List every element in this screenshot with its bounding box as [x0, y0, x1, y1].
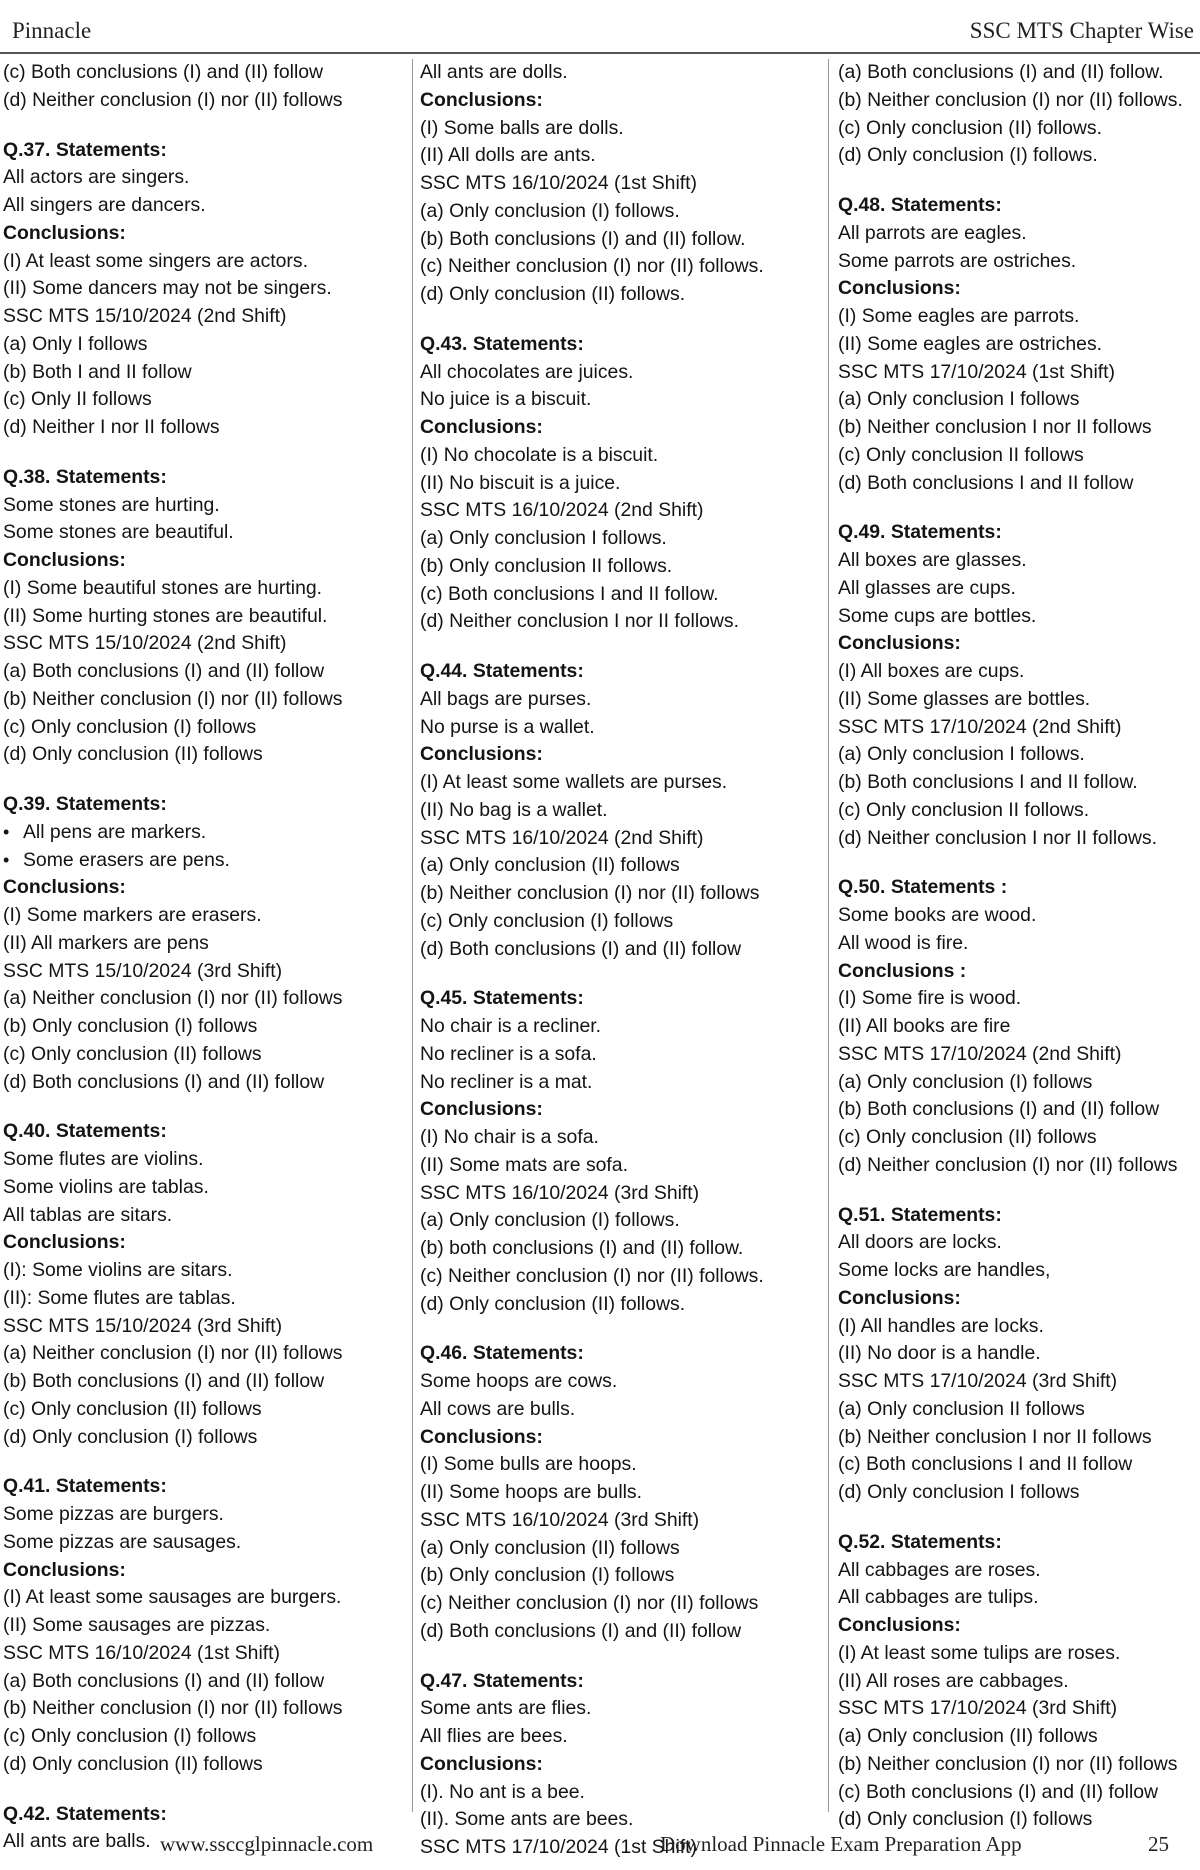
text-line: (b) Neither conclusion (I) nor (II) follows — [3, 687, 343, 710]
spacer — [3, 1451, 408, 1473]
text-line: All doors are locks. — [838, 1231, 1002, 1254]
question-heading: Conclusions: — [3, 1231, 126, 1254]
text-line: (a) Neither conclusion (I) nor (II) follows — [3, 1342, 343, 1365]
text-line: (c) Only conclusion (II) follows. — [838, 116, 1102, 139]
text-line: (I) Some balls are dolls. — [420, 116, 624, 139]
question-heading: Conclusions: — [420, 1098, 543, 1121]
text-line: SSC MTS 15/10/2024 (3rd Shift) — [3, 959, 283, 982]
text-line: (c) Both conclusions I and II follow — [838, 1453, 1133, 1476]
text-line: (b) Only conclusion II follows. — [420, 554, 673, 577]
text-line: All tablas are sitars. — [3, 1203, 173, 1226]
text-line: (b) Both I and II follow — [3, 360, 192, 383]
spacer — [420, 309, 822, 331]
text-line: (I) At least some wallets are purses. — [420, 771, 728, 793]
text-line: (a) Only conclusion (II) follows — [420, 854, 680, 877]
text-line: (I) Some beautiful stones are hurting. — [3, 576, 323, 599]
text-line: (I) Some fire is wood. — [838, 987, 1022, 1010]
text-line: SSC MTS 15/10/2024 (2nd Shift) — [3, 632, 287, 655]
question-heading: Conclusions: — [420, 88, 543, 111]
text-line: (I) No chocolate is a biscuit. — [420, 443, 659, 466]
text-line: (I) Some bulls are hoops. — [420, 1453, 637, 1476]
question-heading: Q.45. Statements: — [420, 987, 584, 1010]
text-line: (c) Only conclusion (II) follows — [3, 1042, 262, 1065]
spacer — [838, 1180, 1200, 1202]
text-line: SSC MTS 17/10/2024 (2nd Shift) — [838, 1042, 1122, 1065]
text-line: (a) Both conclusions (I) and (II) follow — [3, 1669, 325, 1692]
text-line: (a) Only conclusion I follows — [838, 388, 1080, 411]
text-line: All cows are bulls. — [420, 1397, 576, 1420]
text-line: SSC MTS 15/10/2024 (3rd Shift) — [3, 1314, 283, 1337]
text-line: All actors are singers. — [3, 166, 190, 189]
text-line: (b) Both conclusions (I) and (II) follow — [838, 1098, 1160, 1121]
text-line: (I) Some markers are erasers. — [3, 904, 262, 926]
text-line: SSC MTS 16/10/2024 (1st Shift) — [420, 172, 697, 194]
text-line: (II) All dolls are ants. — [420, 144, 596, 167]
spacer — [420, 1318, 822, 1340]
text-line: Some hoops are cows. — [420, 1370, 618, 1392]
text-line: (a) Only conclusion II follows — [838, 1397, 1085, 1420]
spacer — [3, 442, 408, 464]
text-line: No recliner is a mat. — [420, 1070, 593, 1093]
text-line: (b) Neither conclusion (I) nor (II) follows — [3, 1697, 343, 1720]
page-number: 25 — [1148, 1832, 1169, 1856]
spacer — [838, 852, 1200, 874]
text-line: (I). No ant is a bee. — [420, 1780, 585, 1803]
text-line: SSC MTS 16/10/2024 (3rd Shift) — [420, 1508, 700, 1531]
text-line: (II). Some ants are bees. — [420, 1808, 634, 1831]
text-line: All bags are purses. — [420, 687, 592, 710]
question-heading: Q.42. Statements: — [3, 1802, 167, 1825]
text-line: (c) Only conclusion (I) follows — [3, 1725, 257, 1747]
text-line: No juice is a biscuit. — [420, 388, 592, 411]
publisher-name: Pinnacle — [12, 18, 92, 43]
question-heading: Q.40. Statements: — [3, 1120, 167, 1143]
text-line: Some stones are beautiful. — [3, 521, 234, 544]
text-line: (d) Only conclusion (II) follows — [3, 743, 263, 766]
text-line: (a) Only conclusion (I) follows. — [420, 1209, 680, 1232]
text-line: All wood is fire. — [838, 931, 969, 954]
text-line: All cabbages are roses. — [838, 1558, 1041, 1581]
text-line: (d) Neither conclusion (I) nor (II) follows — [3, 88, 343, 111]
question-heading: Conclusions: — [838, 277, 961, 300]
spacer — [3, 1096, 408, 1118]
text-line: (d) Neither I nor II follows — [3, 416, 220, 438]
text-line: (II) Some dancers may not be singers. — [3, 277, 332, 300]
text-line: (c) Only conclusion II follows — [838, 443, 1084, 466]
text-line: (c) Only conclusion (I) follows — [420, 909, 674, 932]
text-line: (d) Both conclusions I and II follow — [838, 471, 1134, 494]
text-line: (I) All handles are locks. — [838, 1314, 1044, 1337]
question-heading: Conclusions: — [3, 221, 126, 244]
text-line: (a) Only conclusion (II) follows — [420, 1536, 680, 1559]
question-heading: Q.39. Statements: — [3, 793, 167, 815]
page-footer — [0, 1820, 1200, 1870]
text-line: (b) Only conclusion (I) follows — [3, 1015, 258, 1037]
text-line: (II) No door is a handle. — [838, 1342, 1041, 1365]
text-line: No recliner is a sofa. — [420, 1042, 597, 1065]
text-line: All ants are balls. — [3, 1830, 151, 1853]
text-line: All flies are bees. — [420, 1725, 568, 1747]
text-line: (I) Some eagles are parrots. — [838, 305, 1080, 327]
text-line: (a) Both conclusions (I) and (II) follow. — [838, 61, 1164, 83]
question-heading: Q.37. Statements: — [3, 138, 167, 161]
footer-website: www.ssccglpinnacle.com — [160, 1832, 374, 1856]
question-heading: Q.46. Statements: — [420, 1342, 584, 1365]
question-heading: Q.43. Statements: — [420, 332, 584, 355]
text-line: (b) Both conclusions (I) and (II) follow — [3, 1370, 325, 1392]
text-line: All chocolates are juices. — [420, 360, 634, 383]
question-heading: Q.52. Statements: — [838, 1530, 1002, 1553]
spacer — [3, 115, 408, 137]
text-line: (II) Some mats are sofa. — [420, 1153, 628, 1176]
question-heading: Conclusions : — [838, 959, 967, 982]
text-line: (I) At least some sausages are burgers. — [3, 1586, 342, 1609]
text-line: All parrots are eagles. — [838, 221, 1027, 244]
question-heading: Conclusions: — [838, 1286, 961, 1309]
question-heading: Q.50. Statements : — [838, 876, 1008, 899]
text-line: (d) Neither conclusion (I) nor (II) follows — [838, 1153, 1178, 1176]
page-header — [0, 0, 1200, 50]
question-heading: Q.49. Statements: — [838, 521, 1002, 544]
question-heading: Conclusions: — [838, 1614, 961, 1636]
text-line: (II) All markers are pens — [3, 931, 209, 954]
text-line: (I): Some violins are sitars. — [3, 1259, 233, 1281]
text-line: (c) Neither conclusion (I) nor (II) follows. — [420, 1264, 764, 1287]
text-line: (I) At least some singers are actors. — [3, 249, 308, 272]
text-line: (a) Both conclusions (I) and (II) follow — [3, 660, 325, 682]
text-line: (c) Only conclusion (II) follows — [3, 1397, 262, 1420]
text-line: (c) Only conclusion II follows. — [838, 798, 1090, 821]
text-line: (d) Both conclusions (I) and (II) follow — [420, 1619, 742, 1642]
bullet-line: • Some erasers are pens. — [3, 847, 408, 875]
text-line: (b) Only conclusion (I) follows — [420, 1564, 675, 1587]
text-line: (d) Only conclusion I follows — [838, 1481, 1080, 1503]
text-line: (II) Some hurting stones are beautiful. — [3, 604, 328, 627]
spacer — [838, 170, 1200, 192]
text-line: (II) No bag is a wallet. — [420, 798, 608, 821]
text-line: Some stones are hurting. — [3, 493, 220, 516]
question-heading: Q.44. Statements: — [420, 660, 584, 682]
text-line: Some ants are flies. — [420, 1697, 592, 1720]
text-line: (b) Both conclusions I and II follow. — [838, 771, 1138, 793]
text-line: (b) Neither conclusion I nor II follows — [838, 416, 1152, 438]
text-line: SSC MTS 17/10/2024 (2nd Shift) — [838, 715, 1122, 738]
spacer — [420, 963, 822, 985]
text-line: All ants are dolls. — [420, 61, 568, 83]
text-line: (II): Some flutes are tablas. — [3, 1286, 236, 1309]
text-line: SSC MTS 17/10/2024 (1st Shift) — [838, 360, 1115, 383]
text-line: (b) Neither conclusion I nor II follows — [838, 1425, 1152, 1448]
question-heading: Conclusions: — [420, 1752, 543, 1775]
text-line: (a) Only conclusion I follows. — [420, 527, 667, 549]
text-line: (a) Only conclusion I follows. — [838, 743, 1085, 766]
text-line: (c) Only conclusion (II) follows — [838, 1126, 1097, 1148]
question-heading: Q.47. Statements: — [420, 1669, 584, 1692]
text-line: (II) All books are fire — [838, 1015, 1011, 1037]
text-line: All boxes are glasses. — [838, 549, 1027, 571]
text-line: (II) No biscuit is a juice. — [420, 471, 621, 494]
spacer — [838, 1507, 1200, 1529]
text-line: (a) Only conclusion (I) follows — [838, 1070, 1093, 1093]
spacer — [838, 497, 1200, 519]
text-line: (b) Neither conclusion (I) nor (II) follows — [420, 882, 760, 904]
text-line: (c) Only conclusion (I) follows — [3, 715, 257, 738]
question-heading: Conclusions: — [3, 549, 126, 571]
text-line: Some parrots are ostriches. — [838, 249, 1077, 272]
footer-app-promo: Download Pinnacle Exam Preparation App — [660, 1832, 1022, 1856]
text-line: (d) Both conclusions (I) and (II) follow — [3, 1070, 325, 1093]
text-line: (a) Only I follows — [3, 332, 148, 355]
book-title: SSC MTS Chapter Wise — [969, 18, 1194, 43]
text-line: (a) Only conclusion (II) follows — [838, 1725, 1098, 1747]
question-heading: Q.38. Statements: — [3, 465, 167, 488]
text-line: SSC MTS 15/10/2024 (2nd Shift) — [3, 305, 287, 327]
text-line: (a) Only conclusion (I) follows. — [420, 199, 680, 222]
question-heading: Conclusions: — [3, 1558, 126, 1581]
spacer — [3, 769, 408, 791]
spacer — [420, 636, 822, 658]
column-3 — [838, 59, 1200, 1831]
text-line: Some violins are tablas. — [3, 1175, 209, 1198]
spacer — [420, 1646, 822, 1668]
spacer — [3, 1779, 408, 1801]
question-heading: Conclusions: — [420, 743, 543, 766]
text-line: All cabbages are tulips. — [838, 1586, 1039, 1609]
text-line: (II) Some hoops are bulls. — [420, 1481, 643, 1503]
text-line: (d) Only conclusion (II) follows. — [420, 283, 686, 305]
text-line: (d) Only conclusion (I) follows — [838, 1808, 1093, 1831]
question-heading: Conclusions: — [3, 876, 126, 899]
text-line: SSC MTS 16/10/2024 (2nd Shift) — [420, 826, 704, 849]
text-line: (a) Neither conclusion (I) nor (II) follows — [3, 987, 343, 1010]
text-line: SSC MTS 16/10/2024 (2nd Shift) — [420, 499, 704, 522]
text-line: Some locks are handles, — [838, 1259, 1051, 1281]
text-line: (b) Neither conclusion (I) nor (II) follows. — [838, 88, 1183, 111]
text-line: SSC MTS 17/10/2024 (3rd Shift) — [838, 1697, 1118, 1720]
text-line: (c) Only II follows — [3, 388, 152, 411]
question-heading: Q.48. Statements: — [838, 194, 1002, 216]
text-line: All singers are dancers. — [3, 194, 206, 216]
text-line: (I) At least some tulips are roses. — [838, 1641, 1121, 1664]
header-divider — [0, 52, 1200, 54]
text-line: (I) All boxes are cups. — [838, 660, 1025, 682]
text-line: (d) Only conclusion (I) follows. — [838, 144, 1098, 167]
text-line: (I) No chair is a sofa. — [420, 1126, 599, 1148]
question-heading: Conclusions: — [420, 1425, 543, 1448]
text-line: (d) Only conclusion (II) follows — [3, 1752, 263, 1775]
question-heading: Q.41. Statements: — [3, 1475, 167, 1498]
text-line: No chair is a recliner. — [420, 1015, 602, 1037]
text-line: SSC MTS 17/10/2024 (1st Shift) — [420, 1836, 697, 1858]
text-line: Some cups are bottles. — [838, 604, 1037, 627]
text-line: (II) Some glasses are bottles. — [838, 687, 1091, 710]
text-line: Some pizzas are burgers. — [3, 1503, 224, 1525]
text-line: SSC MTS 16/10/2024 (1st Shift) — [3, 1641, 280, 1664]
text-line: (d) Neither conclusion I nor II follows. — [420, 610, 739, 633]
text-line: (d) Both conclusions (I) and (II) follow — [420, 937, 742, 960]
text-line: (c) Neither conclusion (I) nor (II) follows — [420, 1592, 759, 1614]
text-line: All glasses are cups. — [838, 576, 1016, 599]
text-line: (d) Neither conclusion I nor II follows. — [838, 826, 1157, 849]
text-line: No purse is a wallet. — [420, 715, 595, 738]
text-line: (c) Both conclusions (I) and (II) follow — [3, 61, 324, 83]
text-line: Some books are wood. — [838, 904, 1037, 926]
bullet-line: • All pens are markers. — [3, 819, 408, 847]
text-line: (II) Some eagles are ostriches. — [838, 332, 1103, 355]
text-line: (b) Neither conclusion (I) nor (II) follows — [838, 1752, 1178, 1775]
text-line: (d) Only conclusion (II) follows. — [420, 1292, 686, 1315]
question-heading: Q.51. Statements: — [838, 1203, 1002, 1226]
text-line: (c) Both conclusions (I) and (II) follow — [838, 1780, 1159, 1803]
text-line: SSC MTS 16/10/2024 (3rd Shift) — [420, 1181, 700, 1204]
text-line: (II) All roses are cabbages. — [838, 1669, 1069, 1692]
text-line: SSC MTS 17/10/2024 (3rd Shift) — [838, 1370, 1118, 1392]
text-line: (d) Only conclusion (I) follows — [3, 1425, 258, 1448]
text-line: (b) both conclusions (I) and (II) follow. — [420, 1237, 744, 1259]
text-line: (c) Neither conclusion (I) nor (II) follows. — [420, 255, 764, 278]
text-line: (b) Both conclusions (I) and (II) follow. — [420, 227, 746, 250]
text-line: (c) Both conclusions I and II follow. — [420, 582, 719, 605]
column-2 — [420, 59, 822, 1858]
text-line: Some pizzas are sausages. — [3, 1530, 242, 1553]
text-line: (II) Some sausages are pizzas. — [3, 1614, 271, 1636]
question-heading: Conclusions: — [838, 632, 961, 655]
text-line: Some flutes are violins. — [3, 1148, 204, 1170]
question-heading: Conclusions: — [420, 416, 543, 438]
